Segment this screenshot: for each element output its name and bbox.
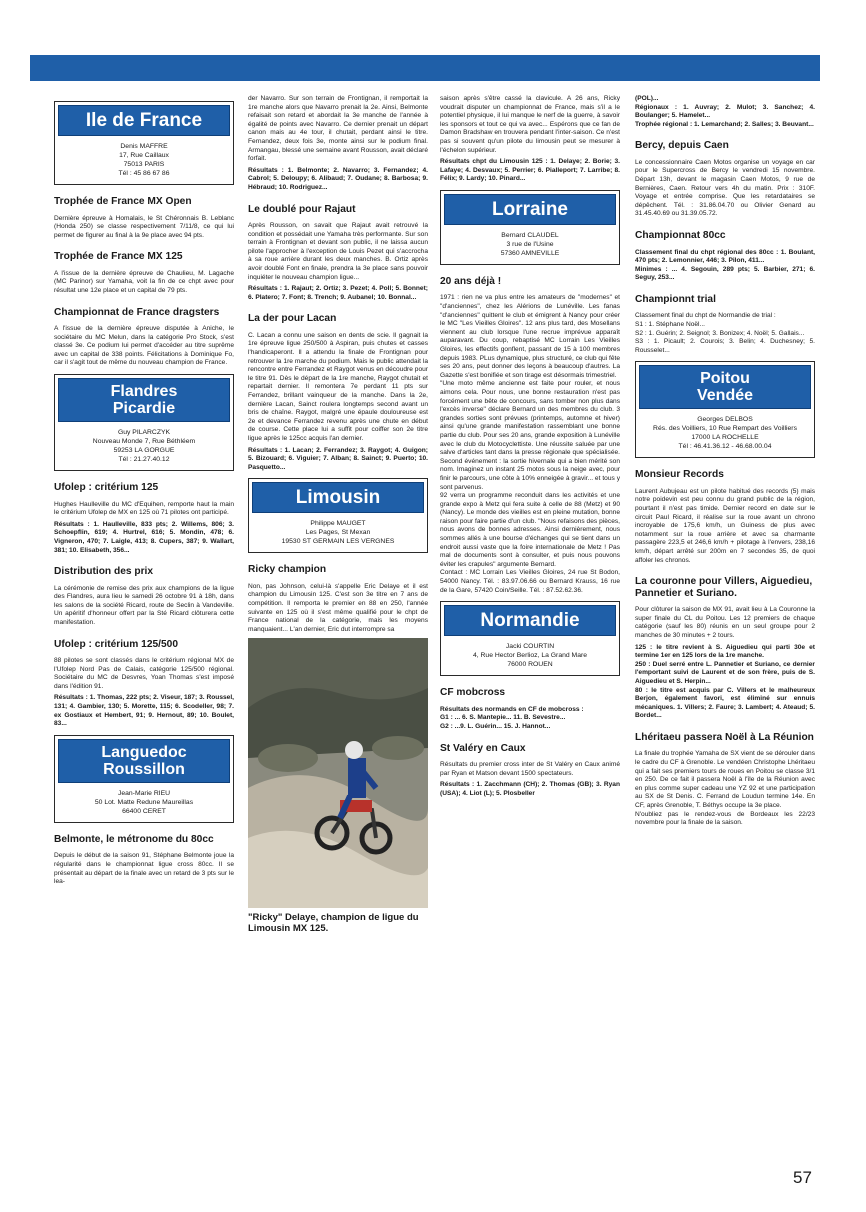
article-text: 88 pilotes se sont classés dans le critérium régional MX de l'Ufolep Nord Pas de Calais, catégorie 125/500 régional. Sociétaire du MC de Desvres, Yoan Thomas s'est imposé dans l'édition 91. bbox=[54, 657, 234, 690]
header-color-bar bbox=[30, 55, 820, 81]
column-2 bbox=[248, 95, 428, 934]
article-text: saison après s'être cassé la clavicule. A 26 ans, Ricky voudrait disputer un championnat de France, mais s'il a le potentiel physique, il lui manque le nerf de la guerre, à savoir les sponsors et tout ce qui va avec... Espérons que ce fan de Damon Bradshaw en trouvera pendant l'inter-saison. Ce n'est pas si souvent qu'un pilote du limousin peut se mesurer à l'échelon supérieur. bbox=[440, 95, 620, 154]
article-text: Après Rousson, on savait que Rajaut avait retrouvé la condition et possédait une Yamaha très performante. Sur son terrain à Frontignan et devant son public, il ne laissa aucun pilote l'approcher à l'exception de Louis Pezet qui s'accrocha à sa roue arrière durant les deux manches. B. Ortiz après avoir doublé Font en finale, prendra la 3e place sans pouvoir inquiéter le nouveau champion ligue... bbox=[248, 222, 428, 281]
article-results: Résultats chpt du Limousin 125 : 1. Delaye; 2. Borie; 3. Lafaye; 4. Desvaux; 5. Perrier; 6. Pialleport; 7. Larribe; 8. Félix; 9. Lardy; 10. Pinard... bbox=[440, 158, 620, 183]
article-title: CF mobcross bbox=[440, 687, 506, 699]
article-text: La cérémonie de remise des prix aux champions de la ligue des Flandres, aura lieu le samedi 26 octobre 91 à 18h, dans les salons de la société Ricard, route de Seclin à Vandeville. Un apéritif d'honneur offert par la Sté Ricard clôturera cette manifestation. bbox=[54, 584, 234, 626]
article-title: Monsieur Records bbox=[635, 469, 724, 481]
article-title: Championnt trial bbox=[635, 293, 716, 305]
article-title: La couronne pour Villers, Aiguedieu, Pannetier et Suriano. bbox=[635, 576, 813, 599]
article-results: 125 : le titre revient à S. Aiguedieu qui parti 30e et termine 1er en 125 lors de la 1re manche. 250 : Duel serré entre L. Pannetier et Suriano, ce dernier l'emportant suivi de Laurent et de son frère, puis de S. Aiguedieu et S. Herpin... 80 : le titre est acquis par C. Villers et le malheureux Berjon, également favori, est éliminé sur ennuis mécaniques. 1. Villers; 2. Faure; 3. Lambert; 4. Ateaud; 5. Bordet... bbox=[635, 643, 815, 720]
article-title: Belmonte, le métronome du 80cc bbox=[54, 833, 214, 845]
article-text: Depuis le début de la saison 91, Stéphane Belmonte joue la régularité dans le championnat ligue cross 80cc. Il se présentait au départ de la finale avec un retard de 3 pts sur le lea- bbox=[54, 852, 234, 886]
contact-address: Guy PILARCZYK Nouveau Monde 7, Rue Béthléem 59253 LA GORGUE Tél : 21.27.40.12 bbox=[92, 429, 196, 464]
article-results: Résultats : 1. Haulleville, 833 pts; 2. Willems, 806; 3. Schoepflin, 619; 4. Hurtrel, 616; 5. Mondin, 478; 6. Vigneron, 470; 7. Laigle, 413; 8. Cupers, 387; 9. Wallart, 381; 10. Elisabeth, 356... bbox=[54, 520, 234, 554]
article-results: Classement final du chpt régional des 80cc : 1. Boulant, 470 pts; 2. Lemonnier, 446; 3. Pilon, 411... Minimes : ... 4. Segouin, 289 pts; 5. Barbier, 271; 6. Seguy, 253... bbox=[635, 248, 815, 282]
page-number: 57 bbox=[793, 1168, 812, 1187]
contact-address: Georges DELBOS Rés. des Voilliers, 10 Rue Rempart des Voilliers 17000 LA ROCHELLE Tél : 46.41.36.12 - 46.68.00.04 bbox=[653, 416, 797, 451]
contact-box-flandres-picardie bbox=[54, 374, 234, 471]
contact-box-lorraine bbox=[440, 190, 620, 265]
article-text: Classement final du chpt de Normandie de trial : S1 : 1. Stéphane Noël... S2 : 1. Guérin; 2. Seignol; 3. Bonizex; 4. Noël; 5. Gallais... S3 : 1. Picault; 2. Courois; 3. Belin; 4. Duchesney; 5. Rousselet... bbox=[635, 312, 815, 354]
article-results: Résultats : 1. Lacan; 2. Ferrandez; 3. Raygot; 4. Guigon; 5. Bizouard; 6. Viguier; 7. Alban; 8. Sainct; 9. Puerto; 10. Pasquetto... bbox=[248, 446, 428, 471]
contact-box-languedoc-roussillon bbox=[54, 735, 234, 823]
article-results: Résultats : 1. Zacchmann (CH); 2. Thomas (GB); 3. Ryan (USA); 4. Liot (L); 5. Plosbeller bbox=[440, 781, 620, 797]
article-title: Ufolep : critérium 125 bbox=[54, 482, 159, 494]
contact-box-poitou-vendee bbox=[635, 361, 815, 458]
article-results: Résultats : 1. Rajaut; 2. Ortiz; 3. Pezet; 4. Poll; 5. Bonnet; 6. Platero; 7. Font; 8. Trench; 9. Aubanel; 10. Bonnal... bbox=[248, 285, 428, 301]
article-title: Lhéritaeu passera Noël à La Réunion bbox=[635, 731, 814, 743]
region-banner: Poitou Vendée bbox=[639, 365, 811, 409]
article-title: Championnat de France dragsters bbox=[54, 306, 220, 318]
article-title: La der pour Lacan bbox=[248, 313, 337, 325]
article-text: La finale du trophée Yamaha de SX vient de se dérouler dans le cadre du CF à Grenoble. Le vendéen Christophe Lhéritaeu qui a fait ses premiers tours de roues en Poitou se classe 3/1 en 250. De ce fait il passera Noël à l'île de la Réunion avec en plus comme super cadeau une YZ 92 et une participation au SX de St Denis. C. Ferrand de Loudun termine 14e. En CF, après Grenoble, T. Béthys occupe la 3e place. N'oubliez pas le rendez-vous de Bordeaux les 22/23 novembre pour la finale de la saison. bbox=[635, 750, 815, 827]
article-text: Pour clôturer la saison de MX 91, avait lieu à La Couronne la super finale du CL du Poitou. Les 12 premiers de chaque catégorie (sauf les 80) réunis en un seul groupe pour 2 manches de 30 minutes + 2 tours. bbox=[635, 606, 815, 639]
region-banner: Lorraine bbox=[444, 194, 616, 225]
region-banner: Ile de France bbox=[58, 105, 230, 136]
column-4 bbox=[635, 95, 815, 831]
article-title: Ufolep : critérium 125/500 bbox=[54, 638, 178, 650]
contact-address: Philippe MAUGET Les Pages, St Mexan 19530 ST GERMAIN LES VERGNES bbox=[281, 520, 395, 546]
article-text: Non, pas Johnson, celui-là s'appelle Eric Delaye et il est champion du Limousin 125. C'est son 3e titre en 7 ans de compétition. Il remporta le premier en 88 en 250, l'année suivante en 125 où il s'est même qualifié pour le chpt de France national de la catégorie, mais les moyens manquaient... L'an dernier, Eric dut interrompre sa bbox=[248, 582, 428, 633]
article-title: 20 ans déjà ! bbox=[440, 275, 502, 287]
region-banner: Limousin bbox=[252, 482, 424, 513]
article-title: Ricky champion bbox=[248, 564, 327, 576]
contact-box-normandie bbox=[440, 601, 620, 676]
contact-box-limousin bbox=[248, 478, 428, 553]
contact-address: Jacki COURTIN 4, Rue Hector Berlioz, La Grand Mare 76000 ROUEN bbox=[472, 643, 588, 669]
article-text: Dernière épreuve à Homalais, le St Chéronnais B. Leblanc (Honda 250) se classe respectivement 7/11/8, ce qui lui permet de figurer au final à la 9e place avec 94 pts. bbox=[54, 214, 234, 239]
article-results: Résultats des normands en CF de mobcross : G1 : ... 6. S. Mantepie... 11. B. Sevestre... G2 : ...9. L. Guérin... 15. J. Hannot... bbox=[440, 705, 584, 730]
article-results: (POL)... Régionaux : 1. Auvray; 2. Mulot; 3. Sanchez; 4. Boulanger; 5. Hamelet... Trophée régional : 1. Lemarchand; 2. Salles; 3. Beuvant... bbox=[635, 95, 815, 128]
contact-address: Jean-Marie RIEU 50 Lot. Matte Redune Maureillas 66400 CERET bbox=[94, 789, 194, 815]
article-text: der Navarro. Sur son terrain de Frontignan, il remportait la 1re manche alors que Navarro prenait la 2e. Ainsi, Belmonte refaisait son retard et abordait la 3e manche de l'année à égalité de points avec Navarro. Ce dernier prenait un départ canon mais au 4e tour, il chutait, perdant ainsi le titre. Fernandez, deux fois 3e, monte ainsi sur le podium final. Armangau, blessé une semaine avant Rousson, avait déclaré forfait. bbox=[248, 95, 428, 163]
region-banner: Normandie bbox=[444, 605, 616, 636]
article-text: A l'issue de la dernière épreuve disputée à Aniche, le sociétaire du MC Melun, dans la catégorie Pro Stock, s'est classé 3e. Ce podium lui permet d'accéder au titre suprême avec un capital de 338 points. Félicitations à Dominique Fo, car il s'agit tout de même du nouveau champion de France. bbox=[54, 325, 234, 367]
article-title: St Valéry en Caux bbox=[440, 742, 526, 754]
article-text: Le concessionnaire Caen Motos organise un voyage en car pour le Supercross de Bercy le vendredi 15 novembre. Départ 13h, devant le magasin Caen Motos, 9 rue de Bernières, Caen. Retour vers 4h du matin. Prix : 310F. Voyage et entrée comprise. Que les retardataires se dépêchent. Tél. : 31.86.04.70 ou Olivier Genard au 31.45.40.69 ou 31.39.05.72. bbox=[635, 158, 815, 218]
contact-address: Bernard CLAUDEL 3 rue de l'Usine 57360 AMNEVILLE bbox=[500, 231, 560, 257]
article-results: Résultats : 1. Thomas, 222 pts; 2. Viseur, 187; 3. Roussel, 131; 4. Gambier, 130; 5. Morette, 115; 6. Scodeller, 98; 7. ex Gostiaux et Hembert, 91; 9. Hernout, 89; 10. Boulet, 83... bbox=[54, 694, 234, 728]
contact-box-ile-de-france bbox=[54, 101, 234, 185]
column-3 bbox=[440, 95, 620, 801]
article-text: Laurent Aubujeau est un pilote habitué des records (5) mais notre poidevin est peu connu du grand public de la région, pourtant il n'est pas timide. Dernier record en date sur le circuit Paul Ricard, il réalise sur la roue avant un chrono incroyable de 175,6 km/h, un Guiness de plus avec notamment sur la roue arrière et avec sa charmante passagère 223,5 et 246,6 km/h + pilotage à l'envers, 238,16 km/h, départ arrêté sur 200m en 7 secondes 35, de quoi affoler les chronos. bbox=[635, 487, 815, 564]
article-title: Le doublé pour Rajaut bbox=[248, 203, 356, 215]
article-title: Bercy, depuis Caen bbox=[635, 140, 729, 152]
motocross-rider-photo bbox=[248, 638, 428, 908]
column-1 bbox=[54, 95, 234, 890]
article-text: C. Lacan a connu une saison en dents de scie. Il gagnait la 1re épreuve ligue 250/500 à Aspiran, puis chutes et casses l'handicaperont. Il a attendu la finale de Frontignan pour retrouver la 1re marche du podium. Mais le public attendait la rencontre entre Ferrandez et Raygot venus en découdre pour le titre 91. Dès le départ de la 1re manche, Raygot chutait et repartait dernier. Il remontera 7e perdant 11 pts sur Ferrandez, brillant vainqueur de la manche. Dans la 2e, dernière Lacan, Sainct roulera longtemps second avant un bris de chaîne. Raygot, malgré une épaule douloureuse est 2e et devance Ferrandez revenu après une chute en début de course. Cette place lui a suffit pour coiffer son 2e titre ligue après le 125cc acquis l'an dernier. bbox=[248, 331, 428, 442]
region-banner: Flandres Picardie bbox=[58, 378, 230, 422]
article-title: Distribution des prix bbox=[54, 566, 154, 578]
article-title: Trophée de France MX Open bbox=[54, 196, 192, 207]
region-banner: Languedoc Roussillon bbox=[58, 739, 230, 783]
article-title: Championnat 80cc bbox=[635, 230, 726, 242]
article-text: Résultats du premier cross inter de St Valéry en Caux animé par Ryan et Matson devant 1500 spectateurs. bbox=[440, 761, 620, 777]
article-results: Résultats : 1. Belmonte; 2. Navarro; 3. Fernandez; 4. Cabrol; 5. Deloupy; 6. Alibaud; 7. Oudane; 8. Barbosa; 9. Hébraud; 10. Rodriguez... bbox=[248, 166, 428, 191]
article-title: Trophée de France MX 125 bbox=[54, 251, 183, 263]
article-text: A l'issue de la dernière épreuve de Chaulieu, M. Lagache (MC Parinor) sur Yamaha, voit la fin de ce chpt avec pour résultat une 12e place et un capital de 79 pts. bbox=[54, 269, 234, 294]
contact-address: Denis MAFFRE 17, Rue Caillaux 75013 PARIS Tél : 45 86 67 86 bbox=[118, 143, 170, 177]
article-text: Hughes Haulleville du MC d'Equihen, remporte haut la main le critérium Ufolep de MX en 125 où 71 pilotes ont participé. bbox=[54, 500, 234, 517]
photo-caption: "Ricky" Delaye, champion de ligue du Limousin MX 125. bbox=[248, 912, 419, 935]
article-text: 1971 : rien ne va plus entre les amateurs de "modernes" et "d'anciennes", chez les Alérions de Lunéville. Les fanas "d'anciennes" quittent le club et émigrent à Nancy pour créer le MC "Les Vieilles Gloires". 12 ans plus tard, des Mosellans viennent au club lorsque l'une recrue imprévue apparaît auparavant. Du coup, rebaptisé MC Lorrain Les Vieilles Gloires, les effectifs gonflent, passant de 15 à 100 membres depuis 1983. PLus dynamique, plus structuré, ce club qui fête ses 20 ans, peut donner des leçons à beaucoup d'autres. La Gazette s'est bonifiée et son tirage est désormais trimestriel. "Une moto même ancienne est faite pour rouler, et nous aimons cela. Pour nous, une bonne restauration n'est pas forcément une bête de concours, sans tomber non plus dans l'excès inverse" déclare Bernard un des membres du club. 3 grandes sorties sont prévues (printemps, automne et hiver) ainsi qu'une grande manifestation rassemblant une bonne partie du club. Pour ses 20 ans, grande exposition à Lunéville avec le club du Motocyclettiste. Une réussite saluée par une salve d'articles tant dans la presse régionale que spécialisée. Second événement : la sortie hivernale qui a bien mérité son nom. Imaginez un instant 25 motos sous la neige avec, pour finir le parcours, une côte à 10% enneigée à gravir... et tous y sont parvenus. 92 verra un programme reconduit dans les activités et une grande expo à Metz qui fera suite à celle de 88 (Metz) et 90 (Nancy). Le monde des vieilles est en pleine mutation, bonne raison pour faire partie d'un club. "Nous refaisons des pièces, nous avons de bonnes adresses. Ainsi dernièrement, nous sommes allés à une bourse d'échanges qui se tient dans un endroit aussi vaste que la foire internationale de Metz ! Pas mal de documents sont à consulter, et puis nous pouvons éviter les crapules" argumente Bernard. Contact : MC Lorrain Les Vieilles Gloires, 24 rue St Bodon, 54000 Nancy. Tél. : 83.97.06.66 ou Bernard Krauss, 16 rue de la Gare, 57420 Coin/Seille. Tél. : 87.52.62.36. bbox=[440, 294, 620, 594]
